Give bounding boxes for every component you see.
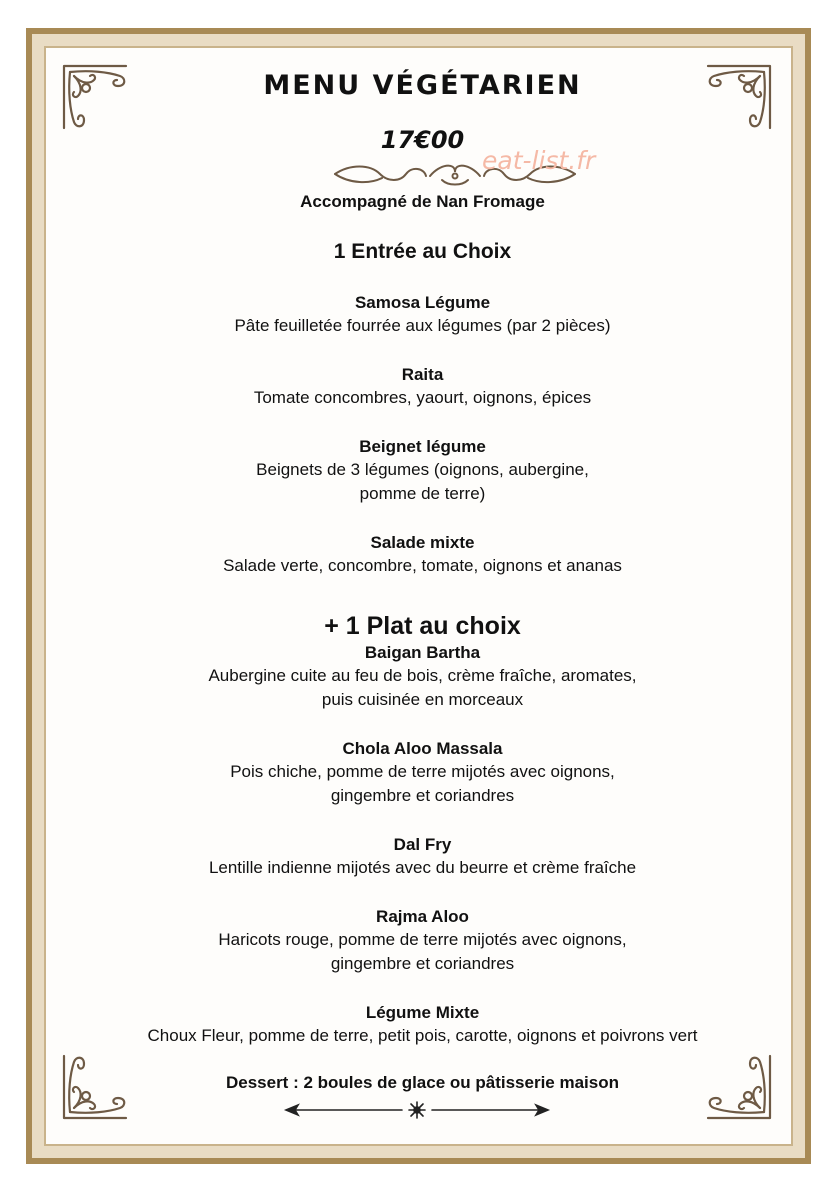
item-desc: Pâte feuilletée fourrée aux légumes (par 2 pièces)	[234, 316, 611, 335]
mains-heading: + 1 Plat au choix	[324, 612, 521, 640]
item-desc: pomme de terre)	[359, 484, 486, 503]
item-desc: Tomate concombres, yaourt, oignons, épices	[253, 388, 592, 407]
item-desc: Haricots rouge, pomme de terre mijotés avec oignons,	[218, 930, 627, 949]
watermark: eat-list.fr	[482, 146, 596, 175]
item-desc: Salade verte, concombre, tomate, oignons et ananas	[223, 556, 622, 575]
item-name: Raita	[401, 365, 444, 384]
item-name: Salade mixte	[370, 533, 475, 552]
starter-item	[100, 364, 745, 410]
item-desc: gingembre et coriandres	[330, 954, 515, 973]
item-desc: Beignets de 3 légumes (oignons, aubergine,	[256, 460, 589, 479]
menu-subtitle: Accompagné de Nan Fromage	[300, 192, 545, 211]
arrow-flourish-divider-icon	[282, 1100, 552, 1120]
item-desc: gingembre et coriandres	[330, 786, 515, 805]
menu-title: MENU VÉGÉTARIEN	[263, 70, 582, 101]
main-item	[100, 1002, 745, 1048]
starter-item	[100, 532, 745, 578]
item-name: Chola Aloo Massala	[342, 739, 503, 758]
item-desc: Choux Fleur, pomme de terre, petit pois, carotte, oignons et poivrons vert	[147, 1026, 698, 1045]
item-name: Dal Fry	[393, 835, 452, 854]
starters-heading: 1 Entrée au Choix	[333, 240, 512, 263]
item-desc: Lentille indienne mijotés avec du beurre et crème fraîche	[208, 858, 637, 877]
starter-item	[100, 436, 745, 506]
item-name: Samosa Légume	[354, 293, 491, 312]
menu-content	[100, 0, 745, 1190]
item-desc: Aubergine cuite au feu de bois, crème fraîche, aromates,	[208, 666, 637, 685]
starter-item	[100, 292, 745, 338]
item-desc: Pois chiche, pomme de terre mijotés avec oignons,	[230, 762, 615, 781]
main-item	[100, 834, 745, 880]
main-item	[100, 642, 745, 712]
item-desc: puis cuisinée en morceaux	[321, 690, 524, 709]
item-name: Légume Mixte	[365, 1003, 480, 1022]
item-name: Rajma Aloo	[376, 907, 469, 926]
main-item	[100, 906, 745, 976]
menu-price: 17€00	[380, 126, 465, 154]
dessert-line: Dessert : 2 boules de glace ou pâtisserie maison	[225, 1073, 620, 1092]
item-name: Beignet légume	[359, 437, 486, 456]
item-name: Baigan Bartha	[364, 643, 481, 662]
main-item	[100, 738, 745, 808]
